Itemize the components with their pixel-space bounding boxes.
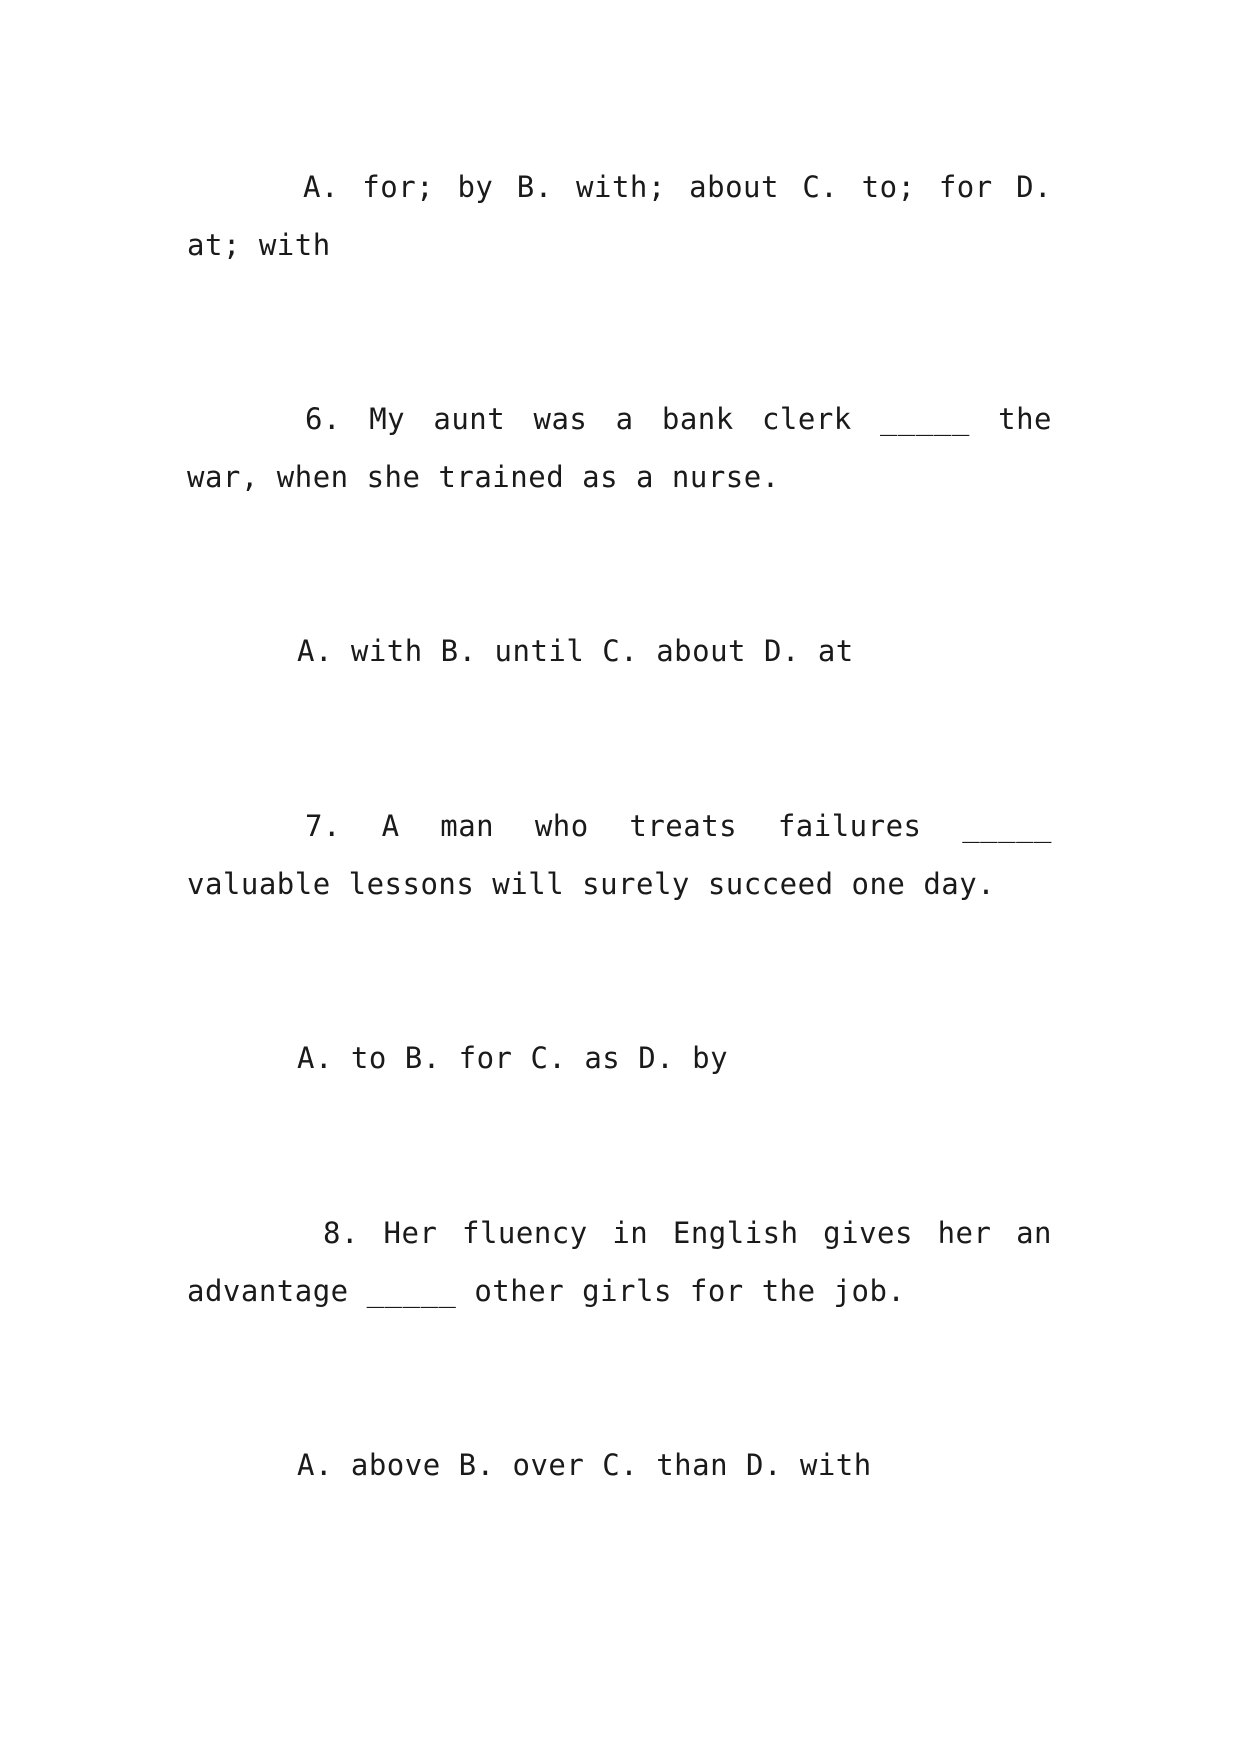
options-question-5: A. for; by B. with; about C. to; for D. at; with bbox=[187, 170, 1052, 262]
options-question-7: A. to B. for C. as D. by bbox=[297, 1041, 729, 1075]
question-6: 6. My aunt was a bank clerk _____ the war, when she trained as a nurse. bbox=[187, 402, 1052, 494]
question-7: 7. A man who treats failures _____ valuable lessons will surely succeed one day. bbox=[187, 809, 1052, 901]
options-question-8: A. above B. over C. than D. with bbox=[297, 1448, 872, 1482]
options-question-6: A. with B. until C. about D. at bbox=[297, 634, 854, 668]
question-8: 8. Her fluency in English gives her an advantage _____ other girls for the job. bbox=[187, 1216, 1052, 1308]
